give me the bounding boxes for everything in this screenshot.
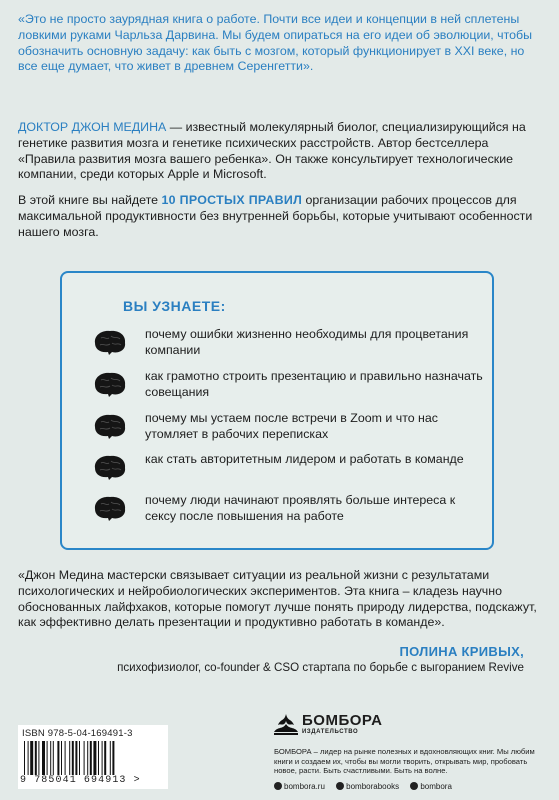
publisher-name: БОМБОРА — [302, 712, 383, 729]
telegram-icon — [410, 782, 418, 790]
learn-item-text: как стать авторитетным лидером и работать в команде — [145, 452, 464, 466]
learn-box — [60, 271, 494, 550]
review-quote: «Джон Медина мастерски связывает ситуации из реальной жизни с результатами психологических и нейробиологических экспериментов. Эта книга – кладезь научно обоснованных лайфхаков, которые помогут лучше понять природу лидерства, подскажут, как эффективно делать презентации и продуктивно работать в команде». — [18, 568, 537, 630]
rules-highlight: 10 ПРОСТЫХ ПРАВИЛ — [161, 193, 303, 207]
learn-item-text: как грамотно строить презентацию и правильно назначать совещания — [145, 369, 483, 399]
author-bio-text: — известный молекулярный биолог, специализирующийся на генетике развития мозга и генетике психических расстройств. Автор бестселлера «Правила развития мозга вашего ребенка». Он также консультирует технологические компании, среди которых Apple и Microsoft. — [18, 120, 526, 182]
reviewer-role: психофизиолог, co-founder & CSO стартапа по борьбе с выгоранием Revive — [117, 661, 524, 674]
rules-before: В этой книге вы найдете — [18, 193, 162, 207]
publisher-sub: ИЗДАТЕЛЬСТВО — [302, 729, 359, 735]
learn-item — [92, 368, 482, 404]
social-vk[interactable]: bomborabooks — [346, 782, 400, 791]
author-bio — [18, 120, 546, 183]
rules-paragraph — [18, 193, 546, 240]
brain-icon — [92, 370, 128, 398]
brain-icon — [92, 412, 128, 440]
barcode-digits: 9 785041 694913 > — [20, 775, 141, 786]
learn-item — [92, 492, 482, 528]
learn-item-text: почему мы устаем после встречи в Zoom и что нас утомляет в рабочих переписках — [145, 411, 438, 441]
learn-item-text: почему люди начинают проявлять больше интереса к сексу после повышения на работе — [145, 493, 456, 523]
barcode — [18, 725, 168, 789]
author-name: ДОКТОР ДЖОН МЕДИНА — [18, 120, 167, 134]
learn-item — [92, 410, 482, 446]
learn-item-text: почему ошибки жизненно необходимы для процветания компании — [145, 327, 469, 357]
barcode-bars — [22, 741, 164, 775]
brain-icon — [92, 494, 128, 522]
social-site[interactable]: bombora.ru — [284, 782, 325, 791]
social-links — [274, 782, 452, 791]
isbn-label: ISBN 978-5-04-169491-3 — [22, 728, 133, 739]
reviewer-name: ПОЛИНА КРИВЫХ, — [399, 644, 524, 659]
vk-icon — [336, 782, 344, 790]
learn-title: ВЫ УЗНАЕТЕ: — [123, 298, 226, 314]
top-quote: «Это не просто заурядная книга о работе. Почти все идеи и концепции в ней сплетены ловкими руками Чарльза Дарвина. Мы будем опираться на его идеи об эволюции, чтобы обозначить основную задачу: как быть с мозгом, который функционирует в XXI веке, но все еще думает, что живет в древнем Серенгетти». — [18, 12, 533, 74]
globe-icon — [274, 782, 282, 790]
rules-after: организации рабочих процессов для максимальной продуктивности без внутренней борьбы, которые учитывают особенности нашего мозга. — [18, 193, 533, 239]
brain-icon — [92, 328, 128, 356]
brain-icon — [92, 453, 128, 481]
learn-item — [92, 451, 482, 487]
bombora-logo-icon — [272, 710, 300, 736]
social-telegram[interactable]: bombora — [420, 782, 452, 791]
learn-item — [92, 326, 482, 362]
publisher-description: БОМБОРА – лидер на рынке полезных и вдохновляющих книг. Мы любим книги и создаем их, чтобы вы могли творить, открывать мир, пробовать новое, расти. Быть счастливыми. Быть на волне. — [274, 747, 535, 776]
